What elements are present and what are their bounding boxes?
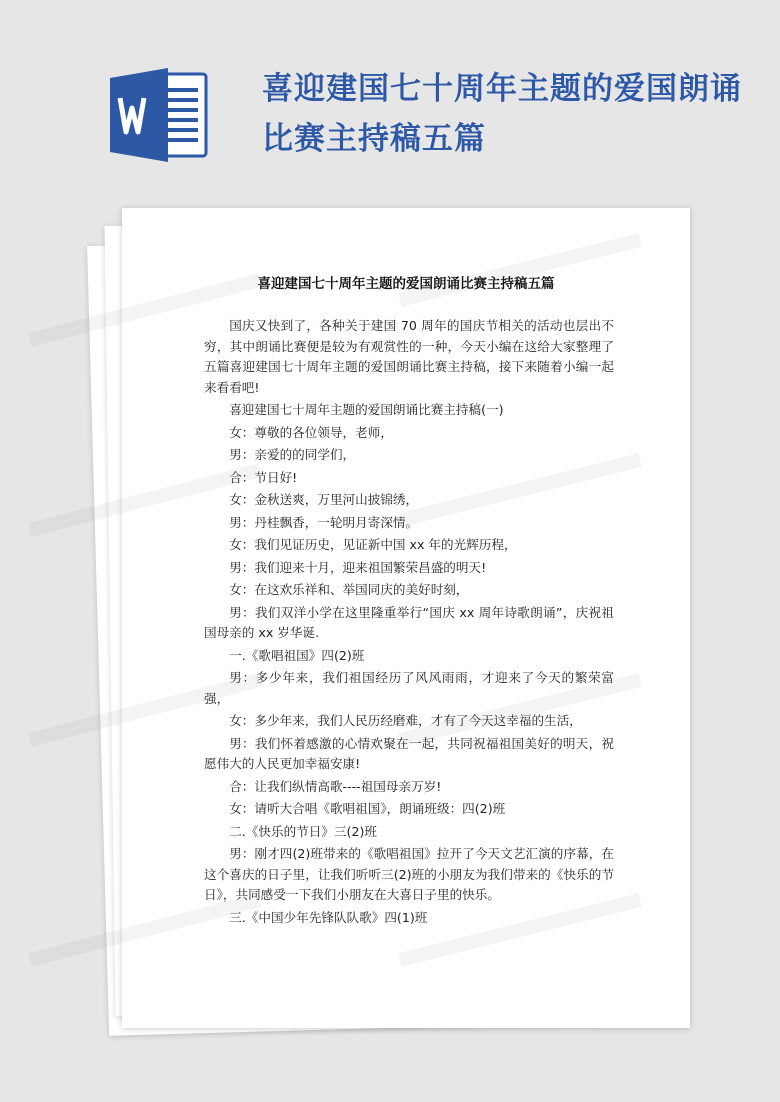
paragraph: 二.《快乐的节日》三(2)班 — [229, 823, 377, 839]
document-body — [204, 316, 614, 930]
paragraph: 女：请听大合唱《歌唱祖国》，朗诵班级：四(2)班 — [229, 801, 506, 816]
paragraph: 女：金秋送爽，万里河山披锦绣， — [229, 492, 419, 507]
paragraph: 一.《歌唱祖国》四(2)班 — [229, 647, 365, 663]
document-page — [122, 208, 690, 1028]
paragraph: 国庆又快到了，各种关于建国 70 周年的国庆节相关的活动也层出不穷，其中朗诵比赛便是较为有观赏性的一种，今天小编在这给大家整理了五篇喜迎建国七十周年主题的爱国朗诵比赛主持稿，接下来随着小编一起来看看吧! — [204, 318, 614, 395]
paragraph: 男：丹桂飘香，一轮明月寄深情。 — [229, 514, 419, 530]
paragraph: 男：我们双洋小学在这里隆重举行“国庆 xx 周年诗歌朗诵”，庆祝祖国母亲的 xx 岁华诞. — [204, 604, 614, 640]
paragraph: 男：我们迎来十月，迎来祖国繁荣昌盛的明天! — [229, 559, 487, 575]
paragraph: 三.《中国少年先锋队队歌》四(1)班 — [229, 909, 428, 925]
paragraph: 男：刚才四(2)班带来的《歌唱祖国》拉开了今天文艺汇演的序幕，在这个喜庆的日子里，让我们听听三(2)班的小朋友为我们带来的《快乐的节日》，共同感受一下我们小朋友在大喜日子里的快乐。 — [204, 846, 614, 902]
paragraph: 女：在这欢乐祥和、举国同庆的美好时刻， — [229, 582, 469, 597]
word-document-icon — [110, 68, 210, 162]
paragraph: 女：我们见证历史，见证新中国 xx 年的光辉历程， — [229, 537, 517, 552]
document-title: 喜迎建国七十周年主题的爱国朗诵比赛主持稿五篇 — [257, 276, 555, 292]
paragraph: 男：我们怀着感激的心情欢聚在一起，共同祝福祖国美好的明天，祝愿伟大的人民更加幸福安康! — [204, 735, 614, 771]
paragraph: 男：多少年来，我们祖国经历了风风雨雨，才迎来了今天的繁荣富强， — [204, 670, 614, 706]
paragraph: 合：让我们纵情高歌----祖国母亲万岁! — [229, 778, 442, 794]
page-title: 喜迎建国七十周年主题的爱国朗诵比赛主持稿五篇 — [262, 71, 742, 157]
paragraph: 喜迎建国七十周年主题的爱国朗诵比赛主持稿(一) — [229, 402, 504, 417]
paragraph: 男：亲爱的的同学们， — [229, 447, 356, 462]
paragraph: 女：多少年来，我们人民历经磨难，才有了今天这幸福的生活， — [229, 713, 582, 728]
paragraph: 合：节日好! — [229, 469, 298, 485]
paragraph: 女：尊敬的各位领导，老师， — [229, 424, 393, 440]
